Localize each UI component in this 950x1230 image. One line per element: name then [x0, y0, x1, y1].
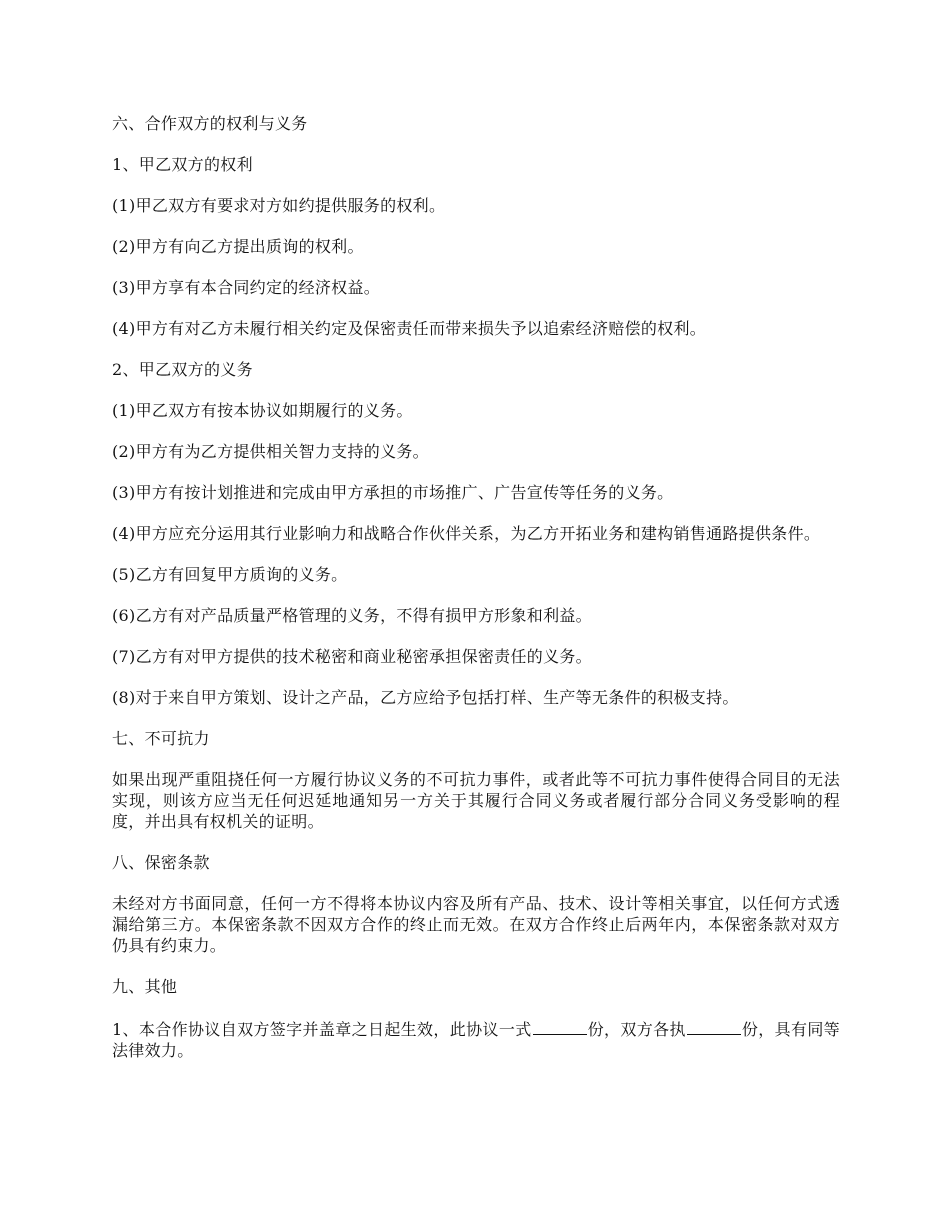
obligations-item-2: (2)甲方有为乙方提供相关智力支持的义务。 [112, 442, 429, 461]
other-item-1-part3: 份，具有同等法律效力。 [112, 1020, 840, 1060]
obligations-item-1: (1)甲乙双方有按本协议如期履行的义务。 [112, 401, 413, 420]
obligations-item-7: (7)乙方有对甲方提供的技术秘密和商业秘密承担保密责任的义务。 [112, 647, 592, 666]
copies-each-blank [687, 1017, 741, 1035]
confidentiality-text: 未经对方书面同意，任何一方不得将本协议内容及所有产品、技术、设计等相关事宜，以任何方式透漏给第三方。本保密条款不因双方合作的终止而无效。在双方合作终止后两年内，本保密条款对双方仍具有约束力。 [112, 894, 840, 955]
copies-total-blank [533, 1017, 587, 1035]
other-item-1-part2: 份，双方各执 [587, 1020, 686, 1039]
subsection-heading-rights: 1、甲乙双方的权利 [112, 155, 253, 174]
obligations-item-3: (3)甲方有按计划推进和完成由甲方承担的市场推广、广告宣传等任务的义务。 [112, 483, 674, 502]
rights-item-3: (3)甲方享有本合同约定的经济权益。 [112, 278, 381, 297]
section-heading-other: 九、其他 [112, 977, 178, 996]
other-item-1-part1: 1、本合作协议自双方签字并盖章之日起生效，此协议一式 [112, 1020, 532, 1039]
section-heading-force-majeure: 七、不可抗力 [112, 729, 210, 748]
force-majeure-text: 如果出现严重阻挠任何一方履行协议义务的不可抗力事件，或者此等不可抗力事件使得合同目的无法实现，则该方应当无任何迟延地通知另一方关于其履行合同义务或者履行部分合同义务受影响的程度，并出具有权机关的证明。 [112, 770, 840, 831]
rights-item-2: (2)甲方有向乙方提出质询的权利。 [112, 237, 364, 256]
rights-item-4: (4)甲方有对乙方未履行相关约定及保密责任而带来损失予以追索经济赔偿的权利。 [112, 319, 707, 338]
section-heading-confidentiality: 八、保密条款 [112, 853, 210, 872]
section-heading-rights-obligations: 六、合作双方的权利与义务 [112, 114, 308, 133]
document-page [112, 113, 840, 1081]
subsection-heading-obligations: 2、甲乙双方的义务 [112, 360, 253, 379]
obligations-item-6: (6)乙方有对产品质量严格管理的义务，不得有损甲方形象和利益。 [112, 606, 592, 625]
other-item-1 [112, 1017, 840, 1061]
obligations-item-8: (8)对于来自甲方策划、设计之产品，乙方应给予包括打样、生产等无条件的积极支持。 [112, 688, 739, 707]
obligations-item-5: (5)乙方有回复甲方质询的义务。 [112, 565, 348, 584]
rights-item-1: (1)甲乙双方有要求对方如约提供服务的权利。 [112, 196, 446, 215]
obligations-item-4: (4)甲方应充分运用其行业影响力和战略合作伙伴关系，为乙方开拓业务和建构销售通路提供条件。 [112, 524, 821, 543]
